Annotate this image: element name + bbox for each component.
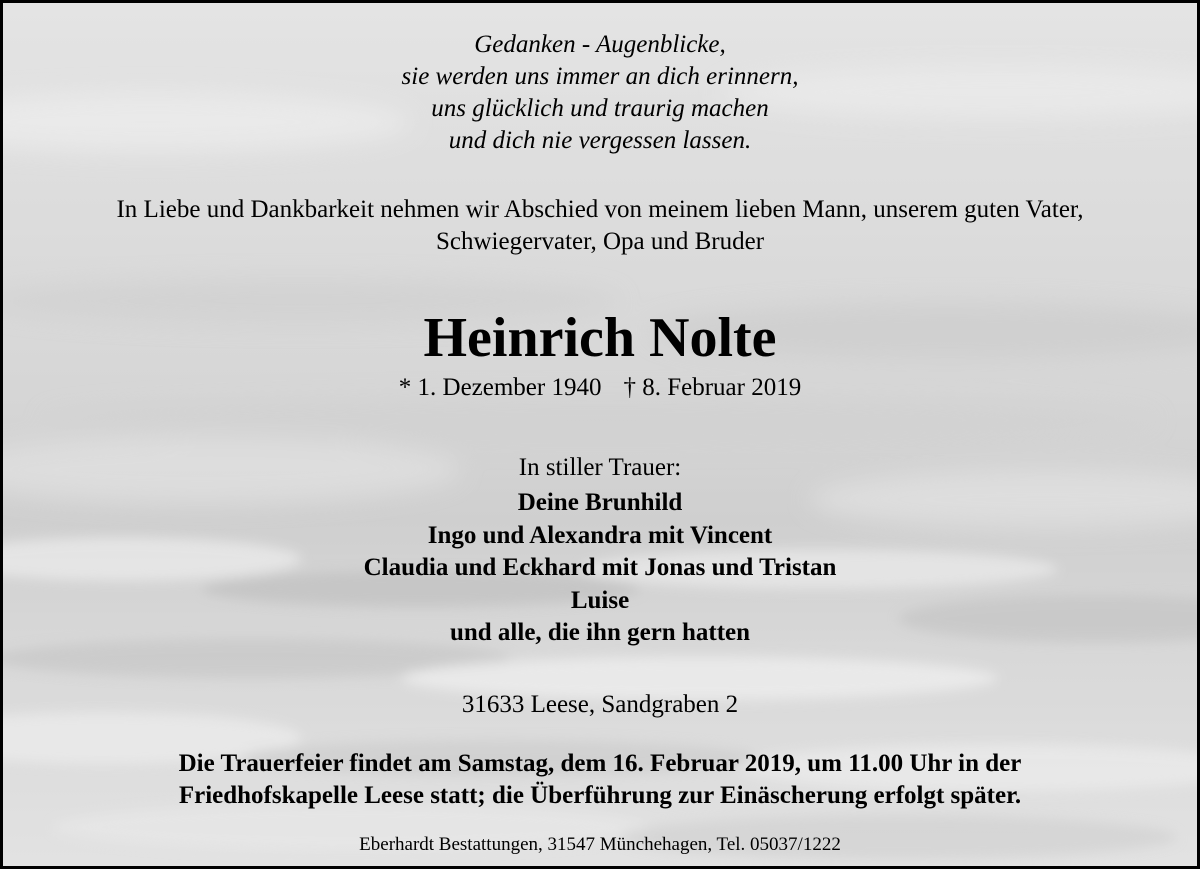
death-date: † 8. Februar 2019: [623, 374, 802, 401]
birth-date: * 1. Dezember 1940: [398, 374, 602, 401]
poem-line: sie werden uns immer an dich erinnern,: [401, 63, 799, 90]
mourner-entry: und alle, die ihn gern hatten: [449, 619, 751, 646]
mourner-entry: Claudia und Eckhard mit Jonas und Tristan: [363, 554, 837, 581]
life-dates: [3, 372, 1197, 404]
mourner-entry: Luise: [570, 586, 630, 614]
deceased-name: Heinrich Nolte: [423, 307, 777, 369]
mourner-entry: Deine Brunhild: [517, 489, 683, 516]
mourner-entry: Ingo und Alexandra mit Vincent: [427, 521, 773, 549]
poem-line: Gedanken - Augenblicke,: [474, 31, 726, 58]
poem-line: und dich nie vergessen lassen.: [448, 127, 752, 154]
poem-line: uns glücklich und traurig machen: [431, 95, 769, 122]
service-line: Die Trauerfeier findet am Samstag, dem 16. Februar 2019, um 11.00 Uhr in der: [178, 750, 1022, 777]
service-line: Friedhofskapelle Leese statt; die Überführung zur Einäscherung erfolgt später.: [178, 782, 1022, 809]
memorial-poem: [3, 29, 1197, 157]
funeral-service-info: [3, 748, 1197, 812]
undertaker-contact: Eberhardt Bestattungen, 31547 Münchehagen, Tel. 05037/1222: [359, 834, 841, 855]
farewell-text: [3, 194, 1197, 258]
farewell-line: Schwiegervater, Opa und Bruder: [435, 228, 765, 255]
farewell-line: In Liebe und Dankbarkeit nehmen wir Abschied von meinem lieben Mann, unserem guten Vater,: [116, 196, 1084, 223]
mourners-list: [3, 487, 1197, 650]
family-address: 31633 Leese, Sandgraben 2: [461, 691, 739, 718]
mourning-label: In stiller Trauer:: [518, 454, 682, 481]
